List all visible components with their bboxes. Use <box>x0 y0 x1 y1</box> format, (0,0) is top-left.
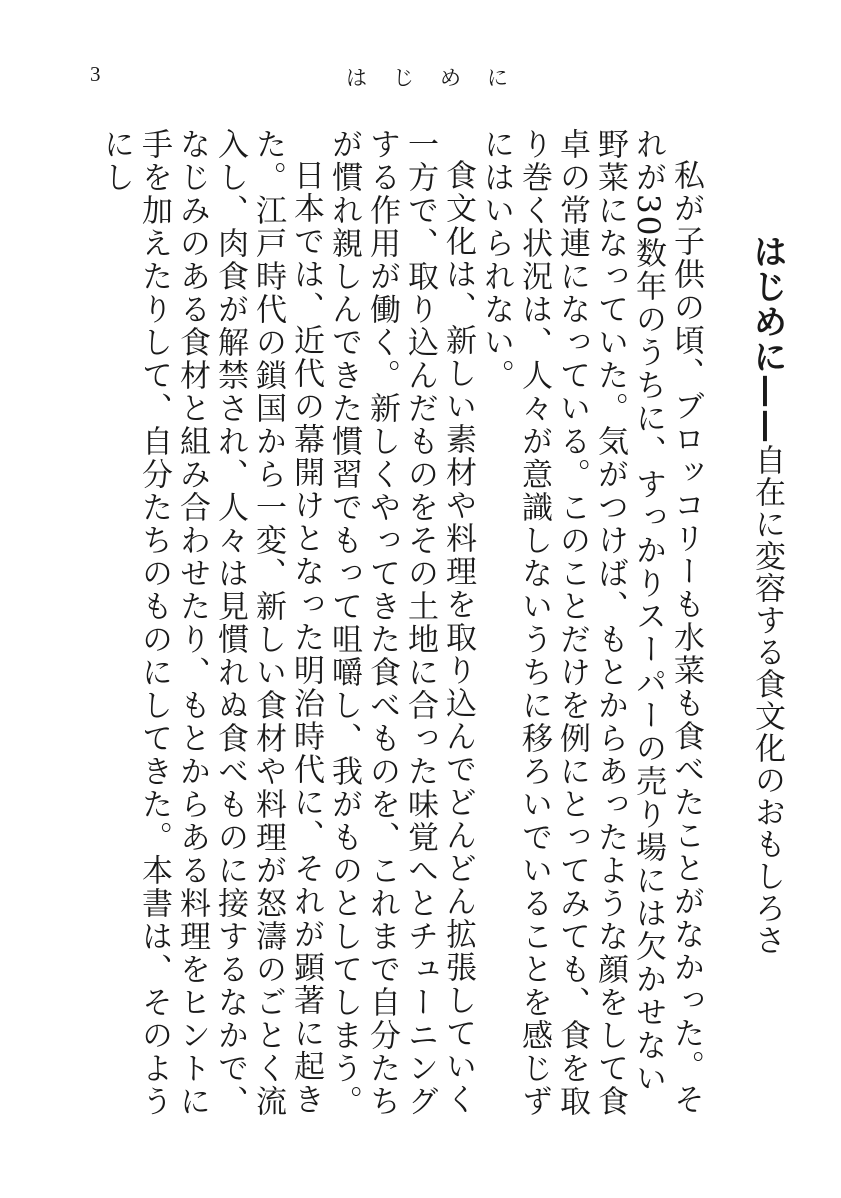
paragraph-3: 日本では、近代の幕開けとなった明治時代に、それが顕著に起きた。江戸時代の鎖国から一変、新しい食材や料理が怒濤のごとく流入し、肉食が解禁され、人々は見慣れぬ食べものに接するなかで、なじみのある食材と組み合わせたり、もとからある料理をヒントに手を加えたりして、自分たちのものにしてきた。本書は、そのようにし <box>98 128 324 1118</box>
chapter-title-main: はじめに—— <box>747 234 787 444</box>
body-text <box>97 128 787 1118</box>
page-number: 3 <box>90 62 101 86</box>
paragraph-2: 食文化は、新しい素材や料理を取り込んでどんどん拡張していく一方で、取り込んだものをその土地に合った味覚へとチューニングする作用が働く。新しくやってきた食べものを、これまで自分たちが慣れ親しんできた慣習でもって咀嚼し、我がものとしてしまう。 <box>326 128 476 1118</box>
chapter-title <box>747 234 787 1118</box>
paragraph-1: 私が子供の頃、ブロッコリーも水菜も食べたことがなかった。それが30数年のうちに、すっかりスーパーの売り場には欠かせない野菜になっていた。気がつけば、もとからあったような顔をして食卓の常連になっている。このことだけを例にとってみても、食を取り巻く状況は、人々が意識しないうちに移ろいでいることを感じずにはいられない。 <box>478 128 704 1118</box>
chapter-subtitle: 自在に変容する食文化のおもしろさ <box>749 444 785 956</box>
running-header: はじめに <box>346 66 534 90</box>
